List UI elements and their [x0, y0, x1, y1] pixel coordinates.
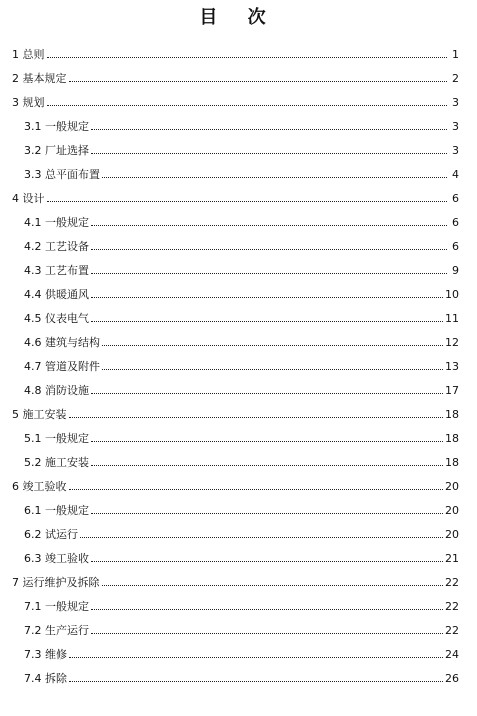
toc-entry[interactable] — [12, 574, 459, 590]
toc-entry[interactable] — [24, 502, 459, 518]
toc-entry-label: 3.2 厂址选择 — [24, 144, 89, 157]
toc-entry[interactable] — [24, 382, 459, 398]
toc-entry-label: 6.1 一般规定 — [24, 504, 89, 517]
toc-entry[interactable] — [24, 430, 459, 446]
toc-entry-label: 6.2 试运行 — [24, 528, 78, 541]
dot-leader — [69, 488, 444, 490]
toc-entry-label: 7.2 生产运行 — [24, 624, 89, 637]
dot-leader — [91, 608, 443, 610]
toc-entry-label: 4.7 管道及附件 — [24, 360, 100, 373]
dot-leader — [91, 320, 443, 322]
toc-entry[interactable] — [24, 622, 459, 638]
toc-entry[interactable] — [24, 262, 459, 278]
toc-entry[interactable] — [24, 526, 459, 542]
dot-leader — [91, 128, 447, 130]
toc-entry-page-number: 24 — [445, 648, 459, 661]
toc-entry-page-number: 22 — [445, 600, 459, 613]
dot-leader — [91, 560, 443, 562]
toc-entry[interactable] — [24, 142, 459, 158]
toc-entry-label: 6 竣工验收 — [12, 480, 67, 493]
toc-entry-page-number: 20 — [445, 504, 459, 517]
toc-entry-label: 6.3 竣工验收 — [24, 552, 89, 565]
dot-leader — [47, 56, 448, 58]
toc-entry-label: 5.2 施工安装 — [24, 456, 89, 469]
dot-leader — [91, 464, 443, 466]
dot-leader — [91, 272, 447, 274]
toc-entry-label: 4.2 工艺设备 — [24, 240, 89, 253]
toc-entry-label: 3 规划 — [12, 96, 45, 109]
dot-leader — [91, 392, 443, 394]
toc-entry[interactable] — [24, 646, 459, 662]
toc-entry[interactable] — [12, 94, 459, 110]
toc-entry[interactable] — [12, 70, 459, 86]
dot-leader — [91, 224, 447, 226]
toc-entry-label: 4.4 供暖通风 — [24, 288, 89, 301]
toc-entry-label: 4.8 消防设施 — [24, 384, 89, 397]
toc-entry[interactable] — [24, 214, 459, 230]
dot-leader — [69, 80, 448, 82]
toc-entry-page-number: 9 — [452, 264, 459, 277]
toc-entry-page-number: 13 — [445, 360, 459, 373]
page-title: 目 次 — [199, 7, 278, 28]
toc-entry-page-number: 22 — [445, 624, 459, 637]
dot-leader — [69, 656, 443, 658]
toc-entry-label: 2 基本规定 — [12, 72, 67, 85]
toc-entry[interactable] — [24, 598, 459, 614]
dot-leader — [80, 536, 443, 538]
toc-entry-page-number: 18 — [445, 456, 459, 469]
toc-entry-page-number: 3 — [452, 120, 459, 133]
dot-leader — [91, 632, 443, 634]
toc-entry[interactable] — [24, 310, 459, 326]
toc-entry-label: 7.3 维修 — [24, 648, 67, 661]
toc-entry-page-number: 20 — [445, 480, 459, 493]
dot-leader — [91, 512, 443, 514]
toc-entry-label: 4.5 仪表电气 — [24, 312, 89, 325]
toc-entry[interactable] — [24, 166, 459, 182]
toc-entry[interactable] — [24, 550, 459, 566]
toc-entry-page-number: 6 — [452, 240, 459, 253]
toc-entry[interactable] — [12, 190, 459, 206]
dot-leader — [47, 104, 448, 106]
dot-leader — [69, 680, 443, 682]
toc-entry-page-number: 6 — [452, 216, 459, 229]
toc-entry-page-number: 17 — [445, 384, 459, 397]
toc-entry-page-number: 22 — [445, 576, 459, 589]
dot-leader — [102, 344, 443, 346]
dot-leader — [47, 200, 448, 202]
toc-entry[interactable] — [24, 118, 459, 134]
toc-entry[interactable] — [24, 358, 459, 374]
toc-entry-page-number: 26 — [445, 672, 459, 685]
toc-entry[interactable] — [24, 454, 459, 470]
toc-entry-page-number: 2 — [452, 72, 459, 85]
toc-entry-page-number: 1 — [452, 48, 459, 61]
toc-entry-label: 1 总则 — [12, 48, 45, 61]
dot-leader — [69, 416, 444, 418]
toc-entry-page-number: 6 — [452, 192, 459, 205]
toc-entry[interactable] — [24, 670, 459, 686]
dot-leader — [102, 368, 443, 370]
toc-entry-page-number: 10 — [445, 288, 459, 301]
toc-entry-page-number: 18 — [445, 432, 459, 445]
dot-leader — [91, 296, 443, 298]
toc-entry-page-number: 18 — [445, 408, 459, 421]
toc-entry-page-number: 12 — [445, 336, 459, 349]
toc-entry-page-number: 21 — [445, 552, 459, 565]
toc-entry-label: 3.1 一般规定 — [24, 120, 89, 133]
toc-entry-page-number: 3 — [452, 96, 459, 109]
toc-entry-label: 7 运行维护及拆除 — [12, 576, 100, 589]
toc-entry[interactable] — [12, 406, 459, 422]
toc-entry[interactable] — [12, 478, 459, 494]
dot-leader — [91, 440, 443, 442]
toc-entry-label: 7.4 拆除 — [24, 672, 67, 685]
dot-leader — [91, 152, 447, 154]
toc-entry-page-number: 20 — [445, 528, 459, 541]
toc-entry-page-number: 4 — [452, 168, 459, 181]
toc-entry-page-number: 11 — [445, 312, 459, 325]
toc-entry[interactable] — [24, 334, 459, 350]
toc-entry-label: 7.1 一般规定 — [24, 600, 89, 613]
dot-leader — [91, 248, 447, 250]
dot-leader — [102, 176, 447, 178]
toc-entry-label: 4.1 一般规定 — [24, 216, 89, 229]
toc-entry[interactable] — [24, 286, 459, 302]
toc-entry-page-number: 3 — [452, 144, 459, 157]
toc-entry[interactable] — [12, 46, 459, 62]
toc-entry-label: 4.3 工艺布置 — [24, 264, 89, 277]
toc-entry-label: 5 施工安装 — [12, 408, 67, 421]
toc-entry[interactable] — [24, 238, 459, 254]
toc-entry-label: 3.3 总平面布置 — [24, 168, 100, 181]
toc-entry-label: 5.1 一般规定 — [24, 432, 89, 445]
toc-entry-label: 4.6 建筑与结构 — [24, 336, 100, 349]
dot-leader — [102, 584, 444, 586]
toc-entry-label: 4 设计 — [12, 192, 45, 205]
